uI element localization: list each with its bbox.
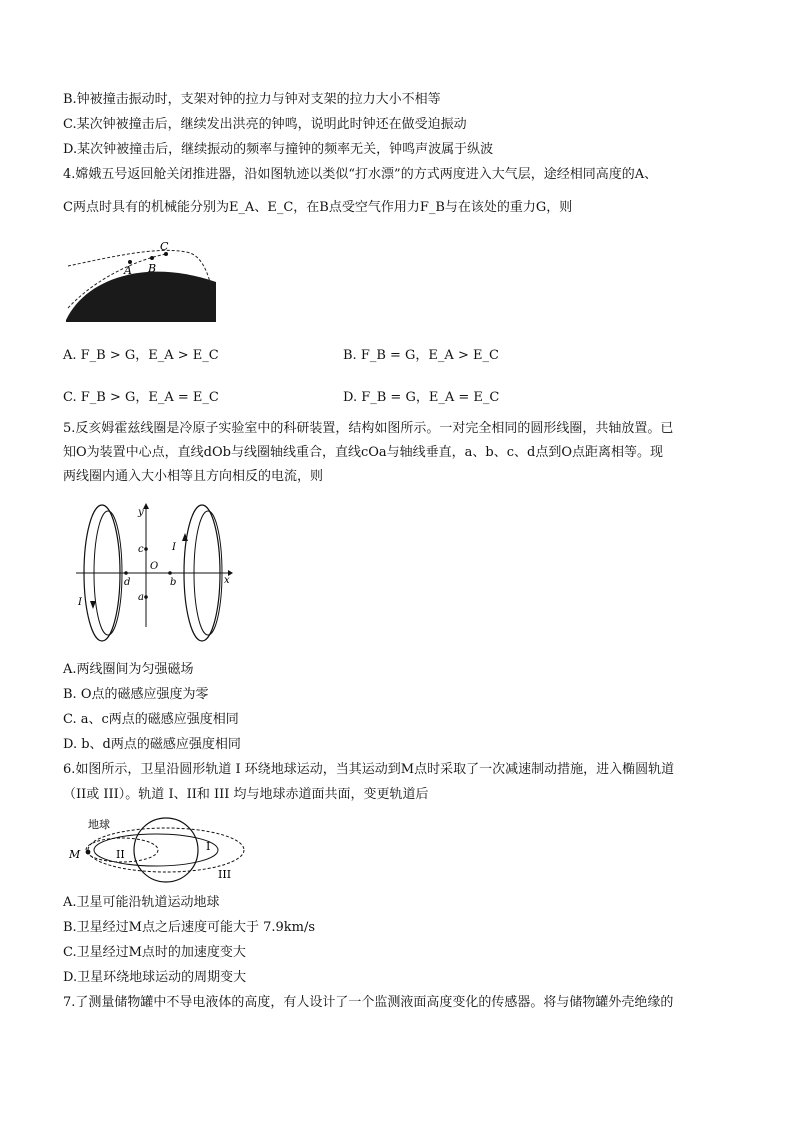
label-m: M [69, 848, 81, 861]
label-orbit-ii: II [116, 848, 125, 861]
q5-coils-figure [74, 497, 234, 647]
q6-option-d: D.卫星环绕地球运动的周期变大 [63, 970, 247, 985]
label-a: a [138, 592, 144, 603]
earth-surface [66, 272, 216, 322]
q6-stem-line1: 6.如图所示，卫星沿圆形轨道 I 环绕地球运动，当其运动到M点时采取了一次减速制动措施，进入椭圆轨道 [63, 762, 675, 777]
label-b: b [170, 577, 177, 588]
q6-option-a: A.卫星可能沿轨道运动地球 [63, 895, 220, 910]
label-c: c [138, 544, 144, 555]
q5-option-a: A.两线圈间为匀强磁场 [63, 662, 194, 677]
point-d [124, 571, 128, 575]
label-orbit-iii: III [218, 868, 232, 881]
label-o: O [150, 561, 159, 572]
q5-option-c: C. a、c两点的磁感应强度相同 [63, 712, 239, 727]
label-a: A [124, 264, 132, 277]
y-arrow [143, 503, 149, 509]
label-c: C [160, 240, 169, 253]
q5-stem-line1: 5.反亥姆霍兹线圈是冷原子实验室中的科研装置，结构如图所示。一对完全相同的圆形线圈，共轴放置。已 [63, 421, 674, 436]
label-current-left: I [78, 597, 82, 608]
q6-option-b: B.卫星经过M点之后速度可能大于 7.9km/s [63, 920, 316, 935]
label-b: B [148, 262, 157, 275]
label-earth: 地球 [88, 818, 110, 831]
q4-trajectory-figure [66, 238, 218, 322]
point-b [168, 571, 172, 575]
q4-option-c: C. F_B > G，E_A = E_C [63, 390, 219, 405]
point-b [150, 256, 154, 260]
q3-option-b: B.钟被撞击振动时，支架对钟的拉力与钟对支架的拉力大小不相等 [63, 92, 441, 107]
label-d: d [124, 577, 131, 588]
q4-option-d: D. F_B = G，E_A = E_C [343, 390, 500, 405]
label-y: y [138, 507, 144, 518]
point-a [144, 595, 148, 599]
label-current-right: I [172, 542, 176, 553]
q6-option-c: C.卫星经过M点时的加速度变大 [63, 945, 246, 960]
label-orbit-i: I [206, 840, 211, 853]
q4-stem-line1: 4.嫦娥五号返回舱关闭推进器，沿如图轨迹以类似“打水漂”的方式两度进入大气层，途经相同高度的A、 [63, 167, 658, 182]
q3-option-c: C.某次钟被撞击后，继续发出洪亮的钟鸣，说明此时钟还在做受迫振动 [63, 117, 467, 132]
q4-option-b: B. F_B = G，E_A > E_C [343, 348, 499, 363]
point-c [144, 547, 148, 551]
point-m [86, 850, 91, 855]
q6-stem-line2: （II或 III）。轨道 I、II和 III 均与地球赤道面共面，变更轨道后 [63, 787, 429, 802]
q5-option-d: D. b、d两点的磁感应强度相同 [63, 737, 241, 752]
q5-option-b: B. O点的磁感应强度为零 [63, 687, 209, 702]
earth-circle [134, 818, 198, 882]
q5-stem-line3: 两线圈内通入大小相等且方向相反的电流，则 [63, 469, 324, 484]
label-x: x [224, 575, 230, 586]
q7-stem-line1: 7.了测量储物罐中不导电液体的高度，有人设计了一个监测液面高度变化的传感器。将与储物罐外壳绝缘的 [63, 995, 674, 1010]
q4-option-a: A. F_B > G，E_A > E_C [63, 348, 219, 363]
q5-stem-line2: 知O为装置中心点，直线dOb与线圈轴线重合，直线cOa与轴线垂直，a、b、c、d点到O点距离相等。现 [63, 445, 663, 460]
q6-orbits-figure [66, 812, 248, 884]
q4-stem-line2: C两点时具有的机械能分别为E_A、E_C，在B点受空气作用力F_B与在该处的重力G，则 [63, 200, 573, 215]
q3-option-d: D.某次钟被撞击后，继续振动的频率与撞钟的频率无关，钟鸣声波属于纵波 [63, 142, 494, 157]
